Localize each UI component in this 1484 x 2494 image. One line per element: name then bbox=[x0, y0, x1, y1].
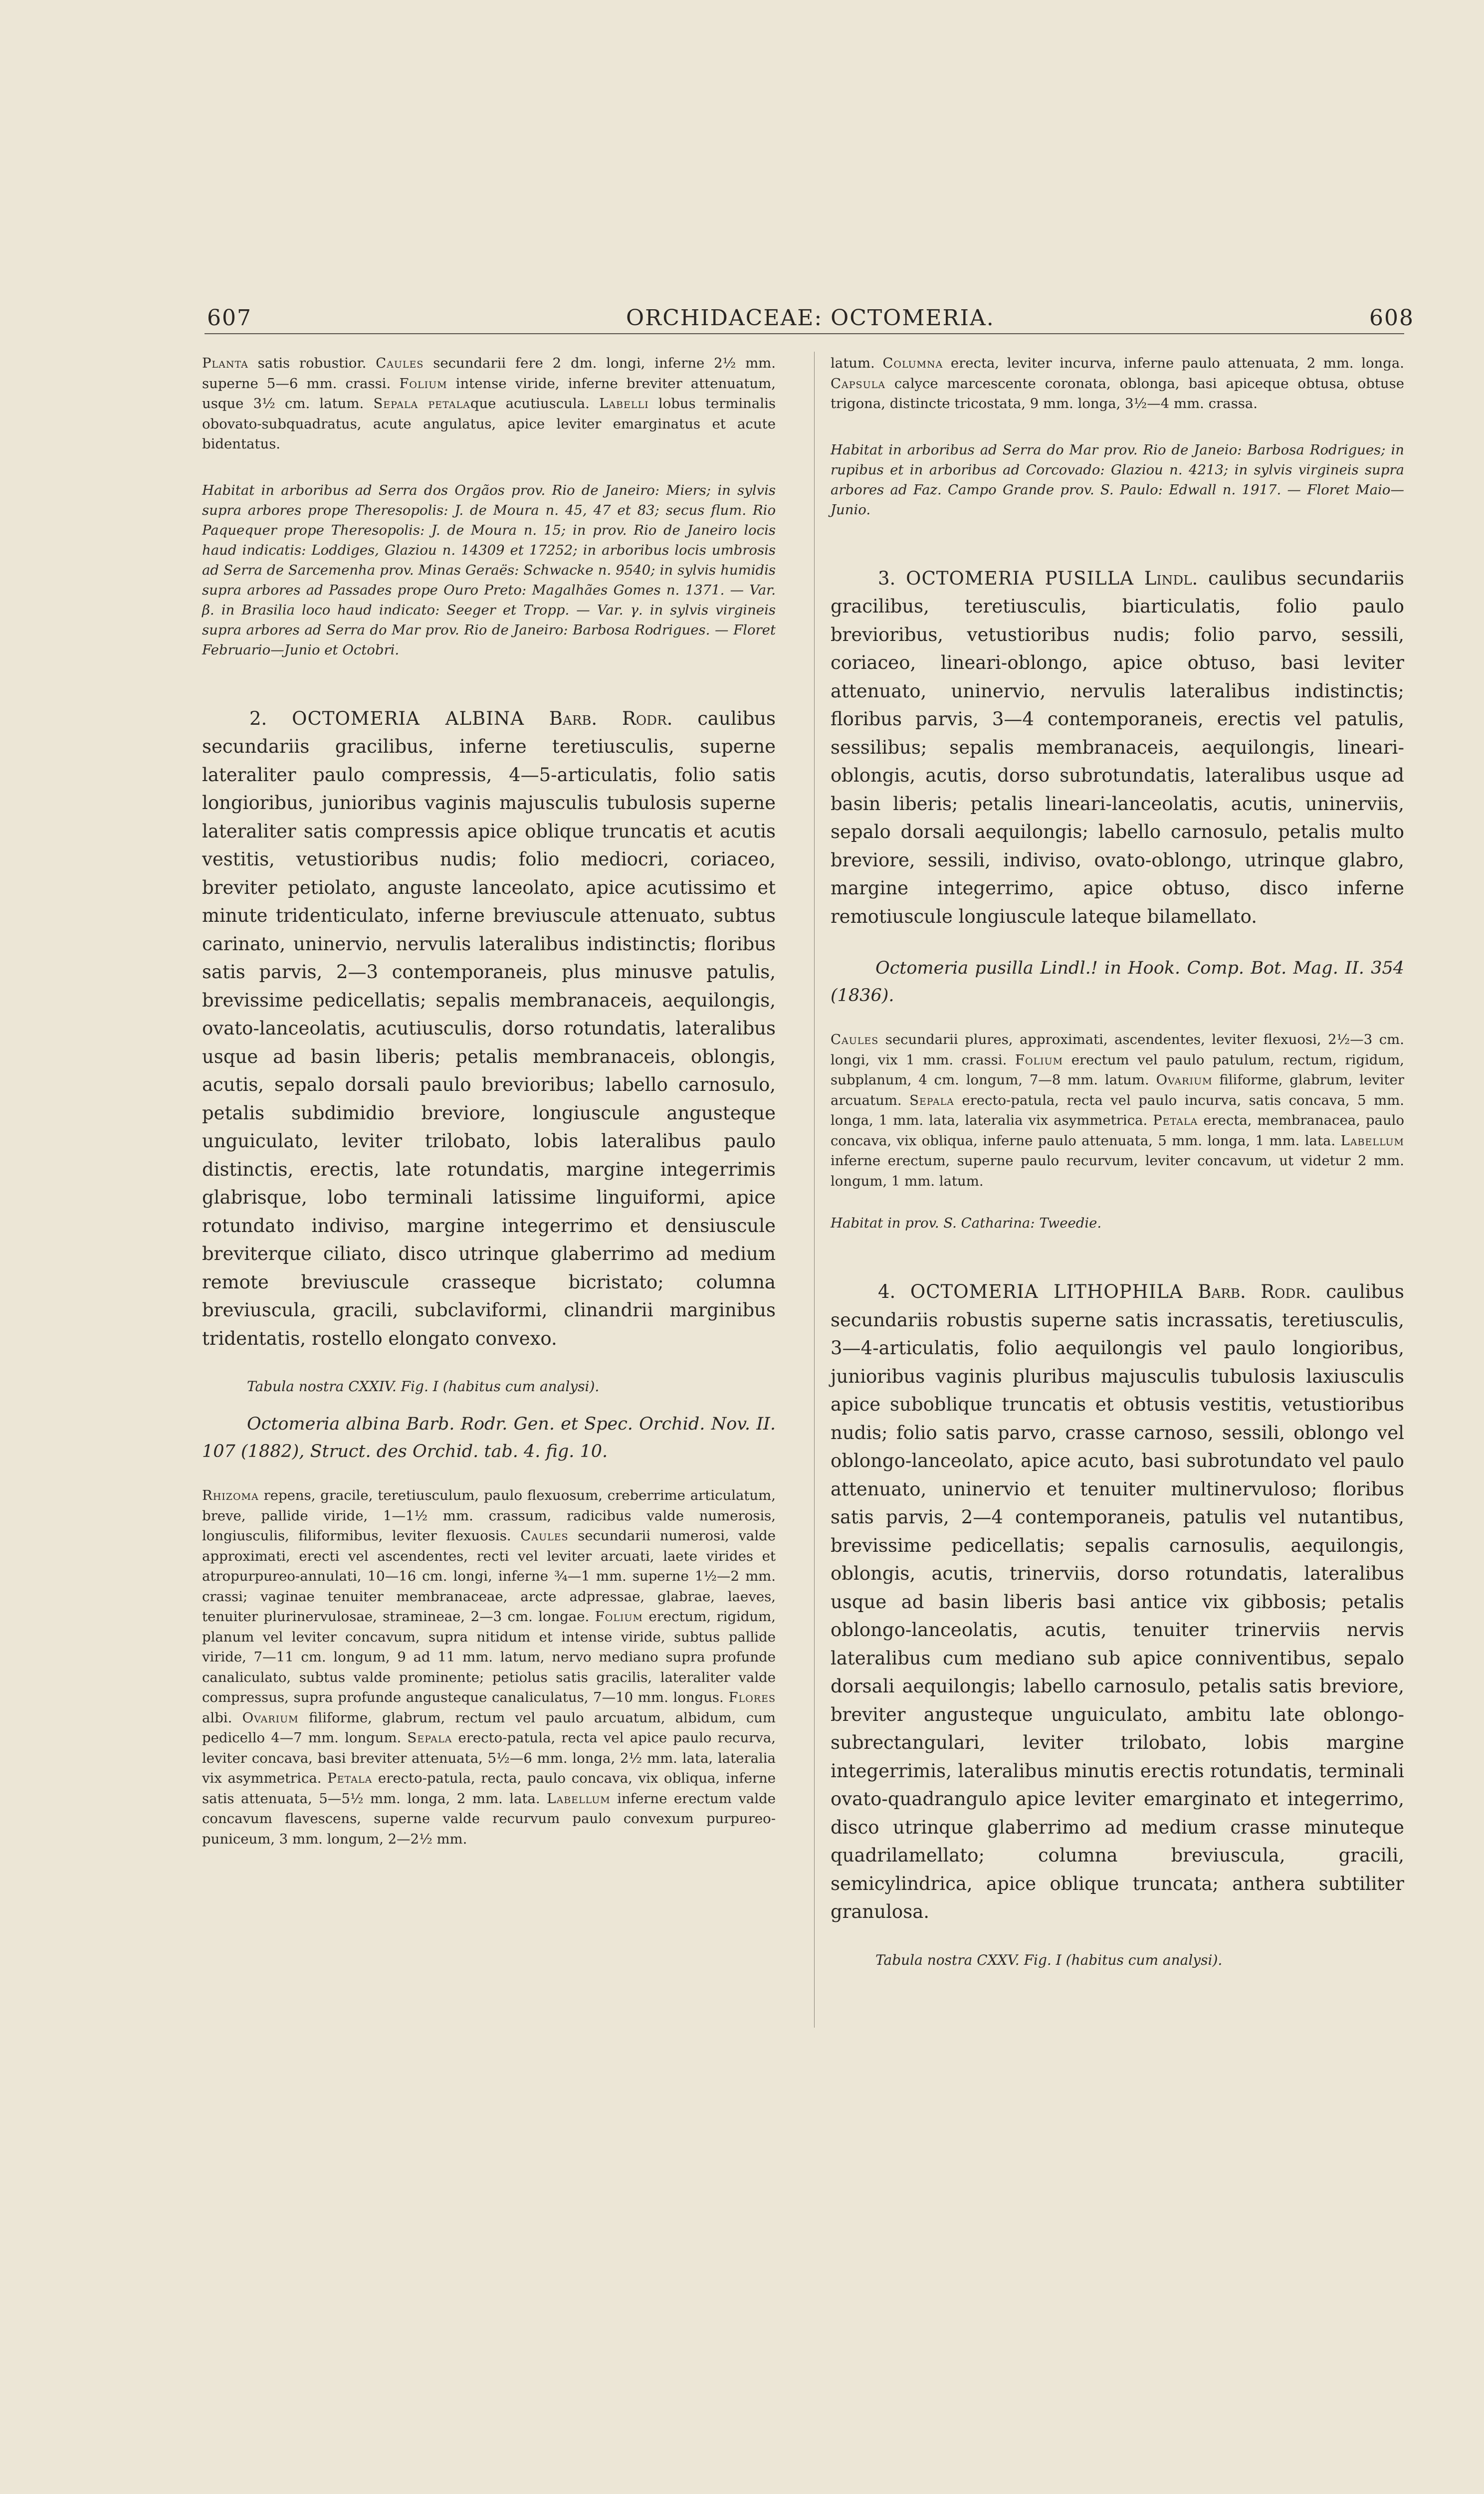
plate-reference: Tabula nostra CXXIV. Fig. I (habitus cum analysi). bbox=[247, 1378, 600, 1395]
habitat-paragraph: Habitat in arboribus ad Serra do Mar prov. Rio de Janeio: Barbosa Rodrigues; in rupibus et in arboribus ad Corcovado: Glaziou n. 4213; in sylvis virgineis supra arbores ad Faz. Campo Grande prov. S. Paulo: Edwall n. 1917. — Floret Maio—Junio. bbox=[831, 441, 1404, 518]
species-pusilla-description: Caules secundarii plures, approximati, ascendentes, leviter flexuosi, 2½—3 cm. longi, vix 1 mm. crassi. Folium erectum vel paulo patulum, rectum, rigidum, subplanum, 4 cm. longum, 7—8 mm. latum. Ovarium filiforme, glabrum, leviter arcuatum. Sepala erecto-patula, recta vel paulo incurva, satis concava, 5 mm. longa, 1 mm. lata, lateralia vix asymmetrica. Petala erecta, membranacea, paulo concava, vix obliqua, inferne paulo attenuata, 5 mm. longa, 1 mm. lata. Labellum inferne erectum, superne paulo recurvum, leviter concavum, ut videtur 2 mm. longum, 1 mm. latum. bbox=[831, 1032, 1405, 1189]
column-divider bbox=[814, 352, 815, 2028]
page-number-left: 607 bbox=[207, 305, 252, 331]
right-column bbox=[831, 353, 1404, 1970]
species-lithophila-diagnosis: 4. OCTOMERIA LITHOPHILA Barb. Rodr. caulibus secundariis robustis superne satis incrassatis, teretiusculis, 3—4-articulatis, folio aequilongis vel paulo longioribus, junioribus vaginis pluribus majusculis tubulosis laxiusculis apice suboblique truncatis et obtusis vestitis, vetustioribus nudis; folio satis parvo, crasse carnoso, sessili, oblongo vel oblongo-lanceolato, apice acuto, basi subrotundato vel paulo attenuato, uninervio et tenuiter multinervuloso; floribus satis parvis, 2—4 contemporaneis, patulis vel nutantibus, brevissime pedicellatis; sepalis carnosulis, aequilongis, oblongis, acutis, trinerviis, dorso rotundatis, lateralibus usque ad basin liberis basi antice vix gibbosis; petalis oblongo-lanceolatis, acutis, tenuiter trinerviis nervis lateralibus cum mediano sub apice conniventibus, sepalo dorsali aequilongis; labello carnosulo, petalis satis breviore, breviter angusteque unguiculato, ambitu late oblongo-subrectangulari, leviter trilobato, lobis margine integerrimis, lateralibus minutis erectis rotundatis, terminali ovato-quadrangulo apice leviter emarginato et integerrimo, disco utrinque glaberrimo ad medium crasse minuteque quadrilamellato; columna breviuscula, gracili, semicylindrica, apice oblique truncata; anthera subtiliter granulosa. bbox=[831, 1281, 1404, 1922]
plate-reference: Tabula nostra CXXV. Fig. I (habitus cum analysi). bbox=[875, 1951, 1223, 1968]
header-rule bbox=[205, 333, 1404, 334]
running-title: ORCHIDACEAE: OCTOMERIA. bbox=[626, 305, 995, 331]
habitat-paragraph: Habitat in prov. S. Catharina: Tweedie. bbox=[831, 1215, 1102, 1231]
habitat-paragraph: Habitat in arboribus ad Serra dos Orgãos prov. Rio de Janeiro: Miers; in sylvis supra arbores prope Theresopolis: J. de Moura n. 45, 47 et 83; secus flum. Rio Paquequer prope Theresopolis: J. de Moura n. 15; in prov. Rio de Janeiro locis haud indicatis: Loddiges, Glaziou n. 14309 et 17252; in arboribus locis umbrosis ad Serra de Sarcemenha prov. Minas Geraës: Schwacke n. 9540; in sylvis humidis supra arbores ad Passades prope Ouro Preto: Magalhães Gomes n. 1371. — Var. β. in Brasilia loco haud indicato: Seeger et Tropp. — Var. γ. in sylvis virgineis supra arbores ad Serra do Mar prov. Rio de Janeiro: Barbosa Rodrigues. — Floret Februario—Junio et Octobri. bbox=[202, 482, 776, 658]
literature-citation: Octomeria albina Barb. Rodr. Gen. et Spec. Orchid. Nov. II. 107 (1882), Struct. des Orchid. tab. 4. fig. 10. bbox=[202, 1414, 776, 1461]
species-albina-description-continued: latum. Columna erecta, leviter incurva, inferne paulo attenuata, 2 mm. longa. Capsula calyce marcescente coronata, oblonga, basi apiceque obtusa, obtuse trigona, distincte tricostata, 9 mm. longa, 3½—4 mm. crassa. bbox=[831, 355, 1405, 412]
literature-citation: Octomeria pusilla Lindl.! in Hook. Comp. Bot. Mag. II. 354 (1836). bbox=[831, 958, 1404, 1006]
page-number-right: 608 bbox=[1369, 305, 1414, 331]
plant-description: Planta satis robustior. Caules secundarii fere 2 dm. longi, inferne 2½ mm. superne 5—6 mm. crassi. Folium intense viride, inferne breviter attenuatum, usque 3½ cm. latum. Sepala petalaque acutiuscula. Labelli lobus terminalis obovato-subquadratus, acute angulatus, apice leviter emarginatus et acute bidentatus. bbox=[202, 355, 776, 452]
species-albina-diagnosis: 2. OCTOMERIA ALBINA Barb. Rodr. caulibus secundariis gracilibus, inferne teretiusculis, superne lateraliter paulo compressis, 4—5-articulatis, folio satis longioribus, junioribus vaginis majusculis tubulosis superne lateraliter satis compressis apice oblique truncatis et acutis vestitis, vetustioribus nudis; folio mediocri, coriaceo, breviter petiolato, anguste lanceolato, apice acutissimo et minute tridenticulato, inferne breviuscule attenuato, subtus carinato, uninervio, nervulis lateralibus indistinctis; floribus satis parvis, 2—3 contemporaneis, plus minusve patulis, brevissime pedicellatis; sepalis membranaceis, aequilongis, ovato-lanceolatis, acutiusculis, dorso rotundatis, lateralibus usque ad basin liberis; petalis membranaceis, oblongis, acutis, sepalo dorsali paulo brevioribus; labello carnosulo, petalis subdimidio breviore, longiuscule angusteque unguiculato, leviter trilobato, lobis lateralibus paulo distinctis, erectis, late rotundatis, margine integerrimis glabrisque, lobo terminali latissime linguiformi, apice rotundato indiviso, margine integerrimo et densiuscule breviterque ciliato, disco utrinque glaberrimo ad medium remote breviuscule crasseque bicristato; columna breviuscula, gracili, subclaviformi, clinandrii marginibus tridentatis, rostello elongato convexo. bbox=[202, 707, 776, 1349]
species-albina-description: Rhizoma repens, gracile, teretiusculum, paulo flexuosum, creberrime articulatum, breve, pallide viride, 1—1½ mm. crassum, radicibus valde numerosis, longiusculis, filiformibus, leviter flexuosis. Caules secundarii numerosi, valde approximati, erecti vel ascendentes, recti vel leviter arcuati, laete virides et atropurpureo-annulati, 10—16 cm. longi, inferne ¾—1 mm. superne 1½—2 mm. crassi; vaginae tenuiter membranaceae, arcte adpressae, glabrae, laeves, tenuiter plurinervulosae, stramineae, 2—3 cm. longae. Folium erectum, rigidum, planum vel leviter concavum, supra nitidum et intense viride, subtus pallide viride, 7—11 cm. longum, 9 ad 11 mm. latum, nervo mediano supra profunde canaliculato, subtus valde prominente; petiolus satis gracilis, lateraliter valde compressus, supra profunde angusteque canaliculatus, 7—10 mm. longus. Flores albi. Ovarium filiforme, glabrum, rectum vel paulo arcuatum, albidum, cum pedicello 4—7 mm. longum. Sepala erecto-patula, recta vel apice paulo recurva, leviter concava, basi breviter attenuata, 5½—6 mm. longa, 2½ mm. lata, lateralia vix asymmetrica. Petala erecto-patula, recta, paulo concava, vix obliqua, inferne satis attenuata, 5—5½ mm. longa, 2 mm. lata. Labellum inferne erectum valde concavum flavescens, superne valde recurvum paulo convexum purpureo-puniceum, 3 mm. longum, 2—2½ mm. bbox=[202, 1487, 776, 1847]
left-column bbox=[202, 353, 776, 1849]
species-pusilla-diagnosis: 3. OCTOMERIA PUSILLA Lindl. caulibus secundariis gracilibus, teretiusculis, biarticulatis, folio paulo brevioribus, vetustioribus nudis; folio parvo, sessili, coriaceo, lineari-oblongo, apice obtuso, basi leviter attenuato, uninervio, nervulis lateralibus indistinctis; floribus parvis, 3—4 contemporaneis, erectis vel patulis, sessilibus; sepalis membranaceis, aequilongis, lineari-oblongis, acutis, dorso subrotundatis, lateralibus usque ad basin liberis; petalis lineari-lanceolatis, acutis, uninerviis, sepalo dorsali aequilongis; labello carnosulo, petalis multo breviore, sessili, indiviso, ovato-oblongo, utrinque glabro, margine integerrimo, apice obtuso, disco inferne remotiuscule longiuscule lateque bilamellato. bbox=[831, 567, 1404, 927]
